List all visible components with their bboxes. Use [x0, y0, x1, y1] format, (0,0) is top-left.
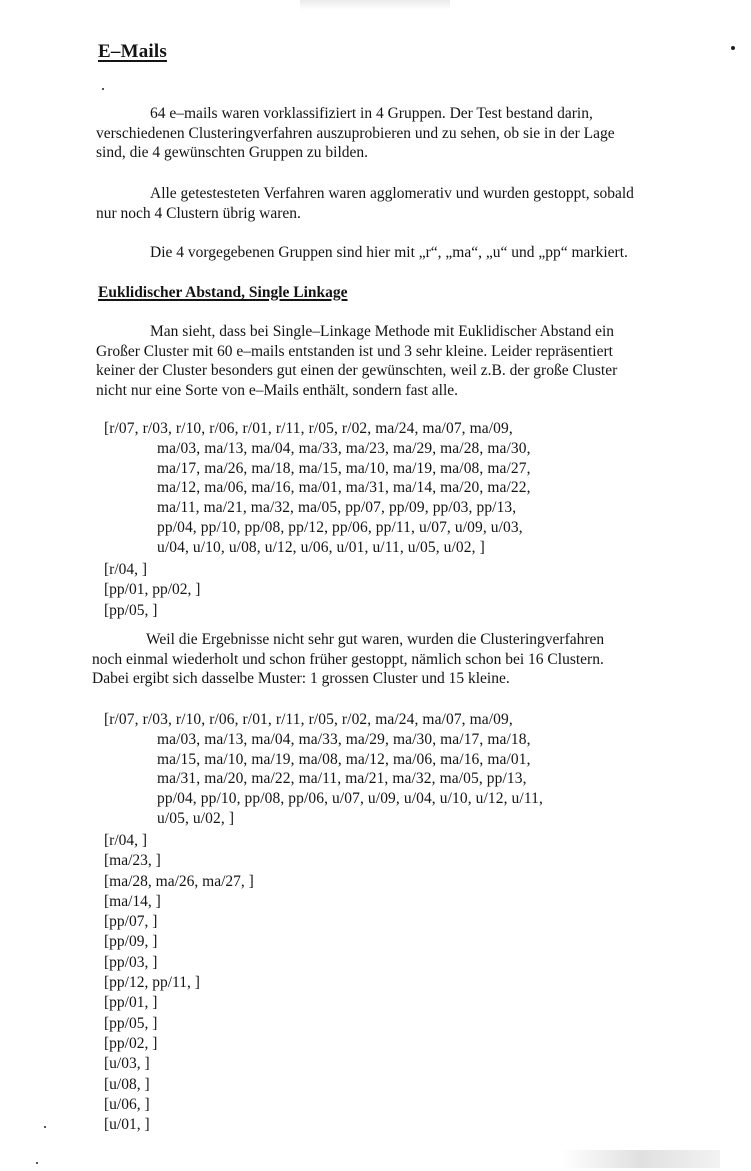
- small-cluster: [pp/03, ]: [104, 953, 158, 971]
- agglo-line: Alle getestesteten Verfahren waren agglomerativ und wurden gestoppt, sobald: [150, 185, 634, 202]
- section-line: nicht nur eine Sorte von e–Mails enthält, sondern fast alle.: [96, 382, 459, 400]
- small-cluster: [r/04, ]: [104, 561, 148, 578]
- small-cluster: [ma/14, ]: [104, 892, 161, 910]
- groups-line: Die 4 vorgegebenen Gruppen sind hier mit „r“, „ma“, „u“ und „pp“ markiert.: [150, 244, 628, 261]
- agglomerative-paragraph: [96, 184, 716, 223]
- small-cluster: [pp/01, pp/02, ]: [104, 581, 201, 599]
- page-heading: E–Mails: [98, 41, 167, 62]
- cluster-line: ma/03, ma/13, ma/04, ma/33, ma/23, ma/29, ma/28, ma/30,: [157, 439, 531, 457]
- section-line: Man sieht, dass bei Single–Linkage Methode mit Euklidischer Abstand ein: [150, 323, 615, 340]
- cluster-line: u/04, u/10, u/08, u/12, u/06, u/01, u/11, u/05, u/02, ]: [157, 538, 485, 556]
- scan-speck: [44, 1126, 46, 1128]
- cluster-line: [r/07, r/03, r/10, r/06, r/01, r/11, r/05, r/02, ma/24, ma/07, ma/09,: [104, 711, 513, 728]
- section-line: Großer Cluster mit 60 e–mails entstanden ist und 3 sehr kleine. Leider repräsentiert: [96, 342, 613, 360]
- intro-line: sind, die 4 gewünschten Gruppen zu bilden.: [96, 144, 369, 162]
- cluster-line: pp/04, pp/10, pp/08, pp/06, u/07, u/09, u/04, u/10, u/12, u/11,: [157, 790, 543, 808]
- scan-smudge-bottom: [560, 1150, 720, 1168]
- intro-line: 64 e–mails waren vorklassifiziert in 4 Gruppen. Der Test bestand darin,: [150, 105, 593, 122]
- section-line: keiner der Cluster besonders gut einen der gewünschten, weil z.B. der große Cluster: [96, 362, 618, 380]
- cluster-line: u/05, u/02, ]: [157, 809, 235, 827]
- small-cluster: [u/03, ]: [104, 1055, 150, 1073]
- scan-smudge-top: [300, 0, 450, 10]
- rerun-line: Dabei ergibt sich dasselbe Muster: 1 grossen Cluster und 15 kleine.: [92, 670, 510, 688]
- agglo-line: nur noch 4 Clustern übrig waren.: [96, 204, 301, 222]
- cluster-line: pp/04, pp/10, pp/08, pp/12, pp/06, pp/11, u/07, u/09, u/03,: [157, 518, 523, 536]
- rerun-line: Weil die Ergebnisse nicht sehr gut waren, wurden die Clusteringverfahren: [146, 631, 605, 648]
- section-heading: Euklidischer Abstand, Single Linkage: [98, 284, 348, 301]
- cluster-line: ma/17, ma/26, ma/18, ma/15, ma/10, ma/19, ma/08, ma/27,: [157, 459, 531, 477]
- small-cluster: [u/08, ]: [104, 1075, 150, 1093]
- cluster-line: ma/15, ma/10, ma/19, ma/08, ma/12, ma/06, ma/16, ma/01,: [157, 750, 531, 768]
- small-cluster: [ma/28, ma/26, ma/27, ]: [104, 872, 254, 890]
- scan-speck: [102, 88, 104, 90]
- small-cluster: [r/04, ]: [104, 832, 148, 849]
- small-cluster: [pp/05, ]: [104, 1014, 158, 1032]
- small-cluster: [ma/23, ]: [104, 852, 161, 870]
- small-clusters-16: [104, 831, 254, 1135]
- small-cluster: [pp/12, pp/11, ]: [104, 974, 200, 992]
- intro-paragraph: [96, 104, 716, 163]
- small-cluster: [pp/07, ]: [104, 913, 158, 931]
- cluster-list-4: [104, 419, 664, 558]
- cluster-line: ma/31, ma/20, ma/22, ma/11, ma/21, ma/32, ma/05, pp/13,: [157, 770, 527, 788]
- cluster-line: [r/07, r/03, r/10, r/06, r/01, r/11, r/05, r/02, ma/24, ma/07, ma/09,: [104, 420, 513, 437]
- small-cluster: [u/06, ]: [104, 1095, 150, 1113]
- cluster-line: ma/03, ma/13, ma/04, ma/33, ma/29, ma/30, ma/17, ma/18,: [157, 730, 531, 748]
- scan-speck: [731, 46, 735, 50]
- cluster-list-16: [104, 710, 664, 829]
- small-cluster: [pp/09, ]: [104, 933, 158, 951]
- small-cluster: [pp/02, ]: [104, 1034, 158, 1052]
- section-paragraph: [96, 322, 716, 401]
- groups-paragraph: [96, 243, 716, 263]
- small-cluster: [u/01, ]: [104, 1116, 150, 1134]
- cluster-line: ma/12, ma/06, ma/16, ma/01, ma/31, ma/14, ma/20, ma/22,: [157, 479, 531, 497]
- rerun-line: noch einmal wiederholt und schon früher gestoppt, nämlich schon bei 16 Clustern.: [92, 650, 604, 668]
- rerun-paragraph: [92, 630, 712, 689]
- small-cluster: [pp/01, ]: [104, 994, 158, 1012]
- scan-speck: [36, 1162, 38, 1164]
- cluster-line: ma/11, ma/21, ma/32, ma/05, pp/07, pp/09, pp/03, pp/13,: [157, 499, 517, 517]
- small-cluster: [pp/05, ]: [104, 601, 158, 619]
- intro-line: verschiedenen Clusteringverfahren auszuprobieren und zu sehen, ob sie in der Lage: [96, 124, 615, 142]
- small-clusters-4: [104, 560, 200, 621]
